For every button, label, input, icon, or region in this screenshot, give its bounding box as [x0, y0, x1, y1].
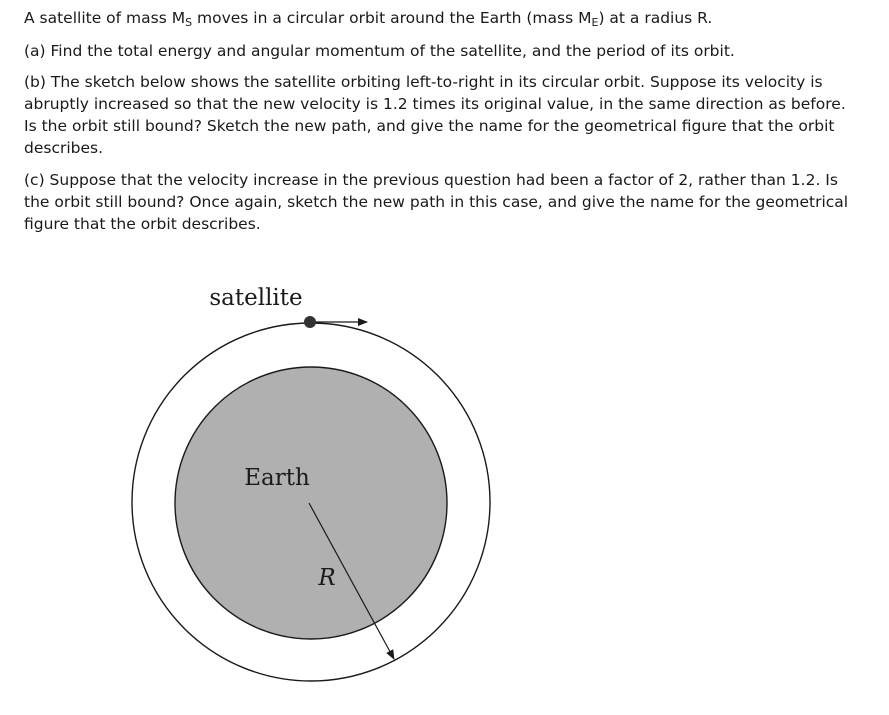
satellite-label: satellite	[209, 285, 303, 311]
subscript-s: S	[185, 16, 193, 29]
radius-label: R	[318, 565, 336, 591]
part-b-text: (b) The sketch below shows the satellite orbiting left-to-right in its circular orbit. Suppose its velocity is abruptly increased so that the new velocity is 1.2 times its original value, in the same direction as before. Is the orbit still bound? Sketch the new path, and give the name for the geometrical figure that the orbit describes.	[24, 73, 846, 157]
intro-text-3: ) at a radius R.	[598, 9, 713, 27]
earth-label: Earth	[244, 465, 310, 491]
part-a-text: (a) Find the total energy and angular momentum of the satellite, and the period of its orbit.	[24, 42, 735, 60]
earth-circle	[175, 367, 447, 639]
satellite-dot	[304, 316, 316, 328]
intro-text-2: moves in a circular orbit around the Earth (mass M	[192, 9, 592, 27]
subscript-e: E	[591, 16, 599, 29]
part-c-text: (c) Suppose that the velocity increase in the previous question had been a factor of 2, rather than 1.2. Is the orbit still bound? Once again, sketch the new path in this case, and give the name for the geometrical figure that the orbit describes.	[24, 171, 849, 233]
intro-text-1: A satellite of mass M	[24, 9, 186, 27]
